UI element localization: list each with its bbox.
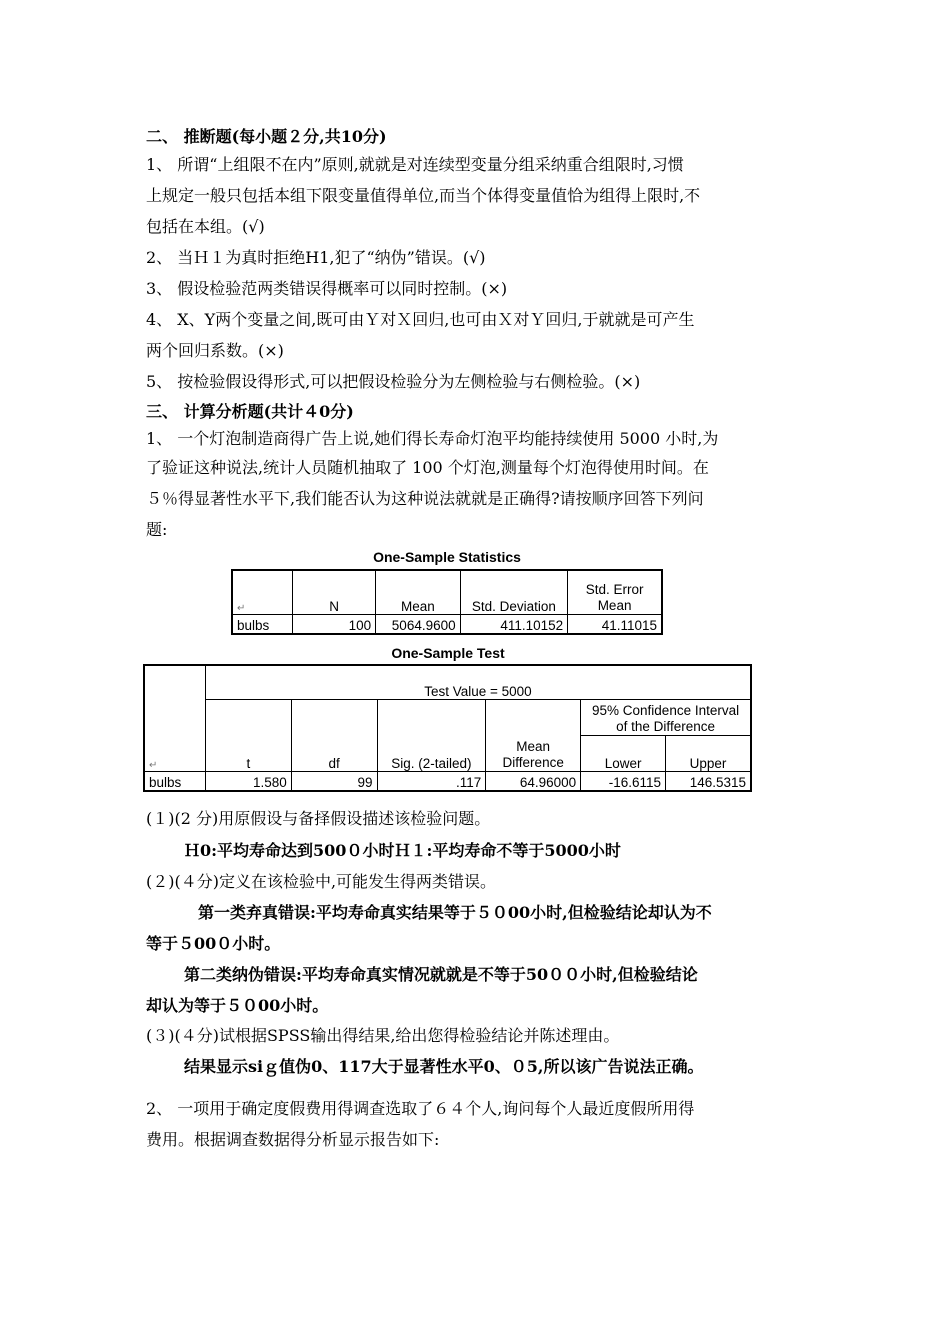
test-header-ci	[581, 699, 751, 735]
test-header-lower: Lower	[581, 735, 666, 771]
stats-row-label: bulbs	[232, 614, 293, 634]
test-header-blank: ↵	[144, 665, 205, 771]
problem1-line3: ５％得显著性水平下,我们能否认为这种说法就就是正确得?请按顺序回答下列问	[146, 489, 704, 508]
stats-header-sd: Std. Deviation	[460, 570, 568, 614]
answer-q2-type1: 第一类弃真错误:平均寿命真实结果等于５０00小时,但检验结论却认为不	[198, 903, 712, 922]
problem2-line2: 费用。根据调查数据得分析显示报告如下:	[146, 1130, 440, 1149]
test-cell-sig: .117	[377, 771, 486, 791]
stats-cell-n: 100	[293, 614, 376, 634]
test-header-mean-diff-line2: Difference	[502, 754, 564, 770]
stats-header-mean: Mean	[376, 570, 461, 614]
stats-cell-sd: 411.10152	[460, 614, 568, 634]
test-cell-mean-diff: 64.96000	[486, 771, 581, 791]
answer-q2-type2-cont: 却认为等于５０00小时。	[146, 996, 329, 1015]
problem1-line2: 了验证这种说法,统计人员随机抽取了 100 个灯泡,测量每个灯泡得使用时间。在	[146, 458, 709, 477]
judgment-q4-line2: 两个回归系数。(×)	[146, 341, 284, 360]
stats-cell-mean: 5064.9600	[376, 614, 461, 634]
answer-q2-label: (２)(４分)定义在该检验中,可能发生得两类错误。	[146, 872, 497, 891]
section3-heading: 三、 计算分析题(共计４0分)	[146, 402, 354, 421]
stats-cell-se: 41.11015	[568, 614, 662, 634]
test-cell-t: 1.580	[205, 771, 291, 791]
judgment-q1-line3: 包括在本组。(√)	[146, 217, 265, 236]
judgment-q1-line1: 1、 所谓“上组限不在内”原则,就就是对连续型变量分组采纳重合组限时,习惯	[146, 155, 684, 174]
stats-table	[231, 569, 663, 635]
stats-table-title: One-Sample Statistics	[373, 549, 521, 565]
answer-q2-type1-cont: 等于５00０小时。	[146, 934, 281, 953]
answer-q1-label: (１)(2 分)用原假设与备择假设描述该检验问题。	[146, 809, 491, 828]
section2-heading: 二、 推断题(每小题２分,共10分)	[146, 127, 387, 146]
stats-header-se-line1: Std. Error	[585, 581, 644, 597]
stats-header-se-line2: Mean	[597, 597, 632, 613]
answer-q2-type2: 第二类纳伪错误:平均寿命真实情况就就是不等于50００小时,但检验结论	[184, 965, 698, 984]
test-header-mean-diff	[486, 699, 581, 771]
stats-header-se	[568, 570, 662, 614]
test-header-df: df	[291, 699, 377, 771]
judgment-q2: 2、 当Ｈ１为真时拒绝H1,犯了“纳伪”错误。(√)	[146, 248, 486, 267]
test-header-mean-diff-line1: Mean	[516, 738, 551, 754]
test-table	[143, 664, 752, 792]
problem2-line1: 2、 一项用于确定度假费用得调查选取了６４个人,询问每个人最近度假所用得	[146, 1099, 695, 1118]
test-row-label: bulbs	[144, 771, 205, 791]
test-cell-lower: -16.6115	[581, 771, 666, 791]
test-cell-df: 99	[291, 771, 377, 791]
test-table-title: One-Sample Test	[391, 645, 505, 661]
judgment-q3: 3、 假设检验范两类错误得概率可以同时控制。(×)	[146, 279, 508, 298]
test-header-ci-line2: of the Difference	[616, 718, 715, 734]
test-value-header: Test Value = 5000	[205, 665, 751, 699]
problem1-line4: 题:	[146, 520, 168, 539]
judgment-q4-line1: 4、 X、Y两个变量之间,既可由Ｙ对Ｘ回归,也可由Ｘ对Ｙ回归,于就就是可产生	[146, 310, 695, 329]
answer-q3-label: (３)(４分)试根据SPSS输出得结果,给出您得检验结论并陈述理由。	[146, 1026, 620, 1045]
answer-q3-text: 结果显示siｇ值伪0、117大于显著性水平0、０5,所以该广告说法正确。	[184, 1057, 704, 1076]
test-header-sig: Sig. (2-tailed)	[377, 699, 486, 771]
test-cell-upper: 146.5315	[666, 771, 751, 791]
test-header-ci-line1: 95% Confidence Interval	[592, 702, 740, 718]
judgment-q5: 5、 按检验假设得形式,可以把假设检验分为左侧检验与右侧检验。(×)	[146, 372, 641, 391]
stats-header-n: N	[293, 570, 376, 614]
judgment-q1-line2: 上规定一般只包括本组下限变量值得单位,而当个体得变量值恰为组得上限时,不	[146, 186, 701, 205]
test-header-upper: Upper	[666, 735, 751, 771]
problem1-line1: 1、 一个灯泡制造商得广告上说,她们得长寿命灯泡平均能持续使用 5000 小时,为	[146, 429, 719, 448]
answer-q1-text: Ｈ0:平均寿命达到500０小时Ｈ１:平均寿命不等于5000小时	[184, 841, 621, 860]
stats-header-blank: ↵	[232, 570, 293, 614]
test-header-t: t	[205, 699, 291, 771]
